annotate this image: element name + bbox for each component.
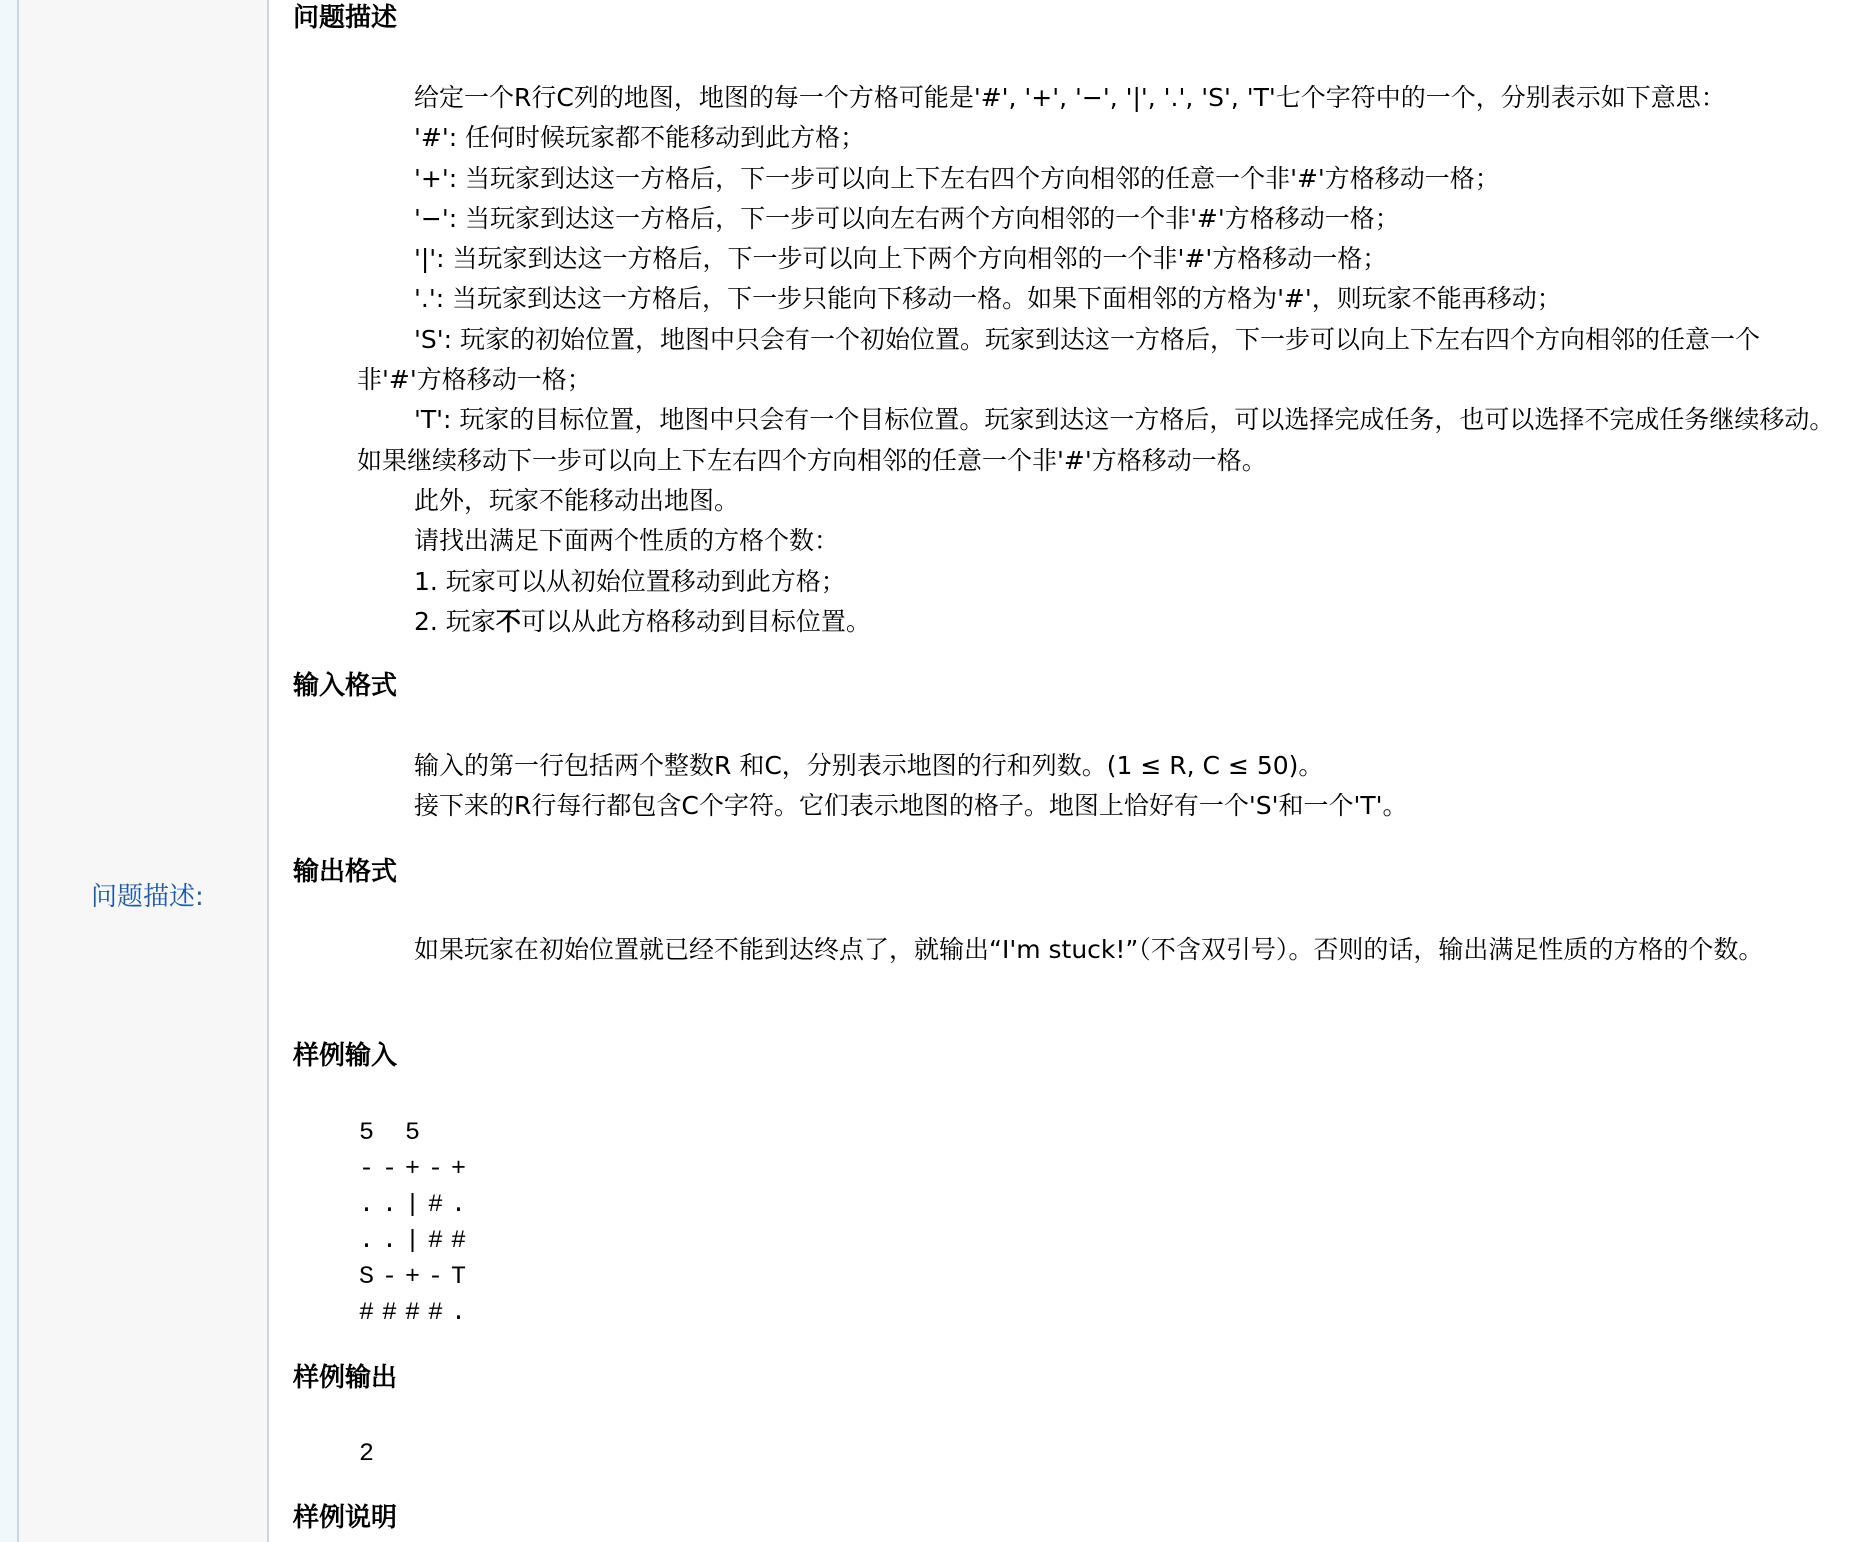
description-line: 'S': 玩家的初始位置，地图中只会有一个初始位置。玩家到达这一方格后，下一步可以向上下左右四个方向相邻的任意一个非'#'方格移动一格； <box>357 324 1760 395</box>
text: 2. 玩家 <box>414 606 496 636</box>
heading-output-format: 输出格式 <box>293 857 398 887</box>
bold-text: 不 <box>495 606 521 636</box>
input-format-line: 接下来的R行每行都包含C个字符。它们表示地图的格子。地图上恰好有一个'S'和一个'T'。 <box>414 791 1408 821</box>
description-line: '|': 当玩家到达这一方格后，下一步可以向上下两个方向相邻的一个非'#'方格移动一格； <box>414 244 1388 274</box>
input-format-body <box>357 746 1837 827</box>
heading-sample-explanation: 样例说明 <box>293 1503 398 1533</box>
heading-sample-output: 样例输出 <box>293 1363 398 1393</box>
description-line: '#': 任何时候玩家都不能移动到此方格； <box>414 123 866 153</box>
description-line: '+': 当玩家到达这一方格后，下一步可以向上下左右四个方向相邻的任意一个非'#'方格移动一格； <box>414 163 1500 193</box>
field-label-description: 问题描述: <box>91 882 204 912</box>
description-line: '.': 当玩家到达这一方格后，下一步只能向下移动一格。如果下面相邻的方格为'#'，则玩家不能再移动； <box>414 284 1562 314</box>
description-line: 'T': 玩家的目标位置，地图中只会有一个目标位置。玩家到达这一方格后，可以选择完成任务，也可以选择不完成任务继续移动。如果继续移动下一步可以向上下左右四个方向相邻的任意一个非'#'方格移动一格。 <box>357 405 1835 475</box>
sidebar <box>19 0 269 1542</box>
sample-input-code: 5 5 --+-+ ..|#. ..|## S-+-T ####. <box>359 1118 475 1327</box>
description-line-last <box>357 602 1837 642</box>
heading-input-format: 输入格式 <box>293 671 398 701</box>
sample-output-code: 2 <box>359 1439 383 1468</box>
heading-description: 问题描述 <box>293 3 398 33</box>
description-line: 此外，玩家不能移动出地图。 <box>414 485 740 515</box>
heading-sample-input: 样例输入 <box>293 1041 398 1071</box>
description-line: 给定一个R行C列的地图，地图的每一个方格可能是'#', '+', '−', '|', '.', 'S', 'T'七个字符中的一个，分别表示如下意思： <box>414 83 1726 112</box>
description-body <box>357 78 1837 642</box>
left-edge-strip <box>0 0 19 1542</box>
input-format-line: 输入的第一行包括两个整数R 和C，分别表示地图的行和列数。(1 ≤ R, C ≤ 50)。 <box>414 751 1324 780</box>
description-line: 1. 玩家可以从初始位置移动到此方格； <box>414 566 846 596</box>
description-line: '−': 当玩家到达这一方格后，下一步可以向左右两个方向相邻的一个非'#'方格移动一格； <box>414 203 1400 233</box>
output-format-body <box>357 930 1837 970</box>
text: 可以从此方格移动到目标位置。 <box>520 606 871 636</box>
description-line: 请找出满足下面两个性质的方格个数： <box>414 526 840 556</box>
output-format-line: 如果玩家在初始位置就已经不能到达终点了，就输出“I'm stuck!”（不含双引号）。否则的话，输出满足性质的方格的个数。 <box>414 935 1764 964</box>
